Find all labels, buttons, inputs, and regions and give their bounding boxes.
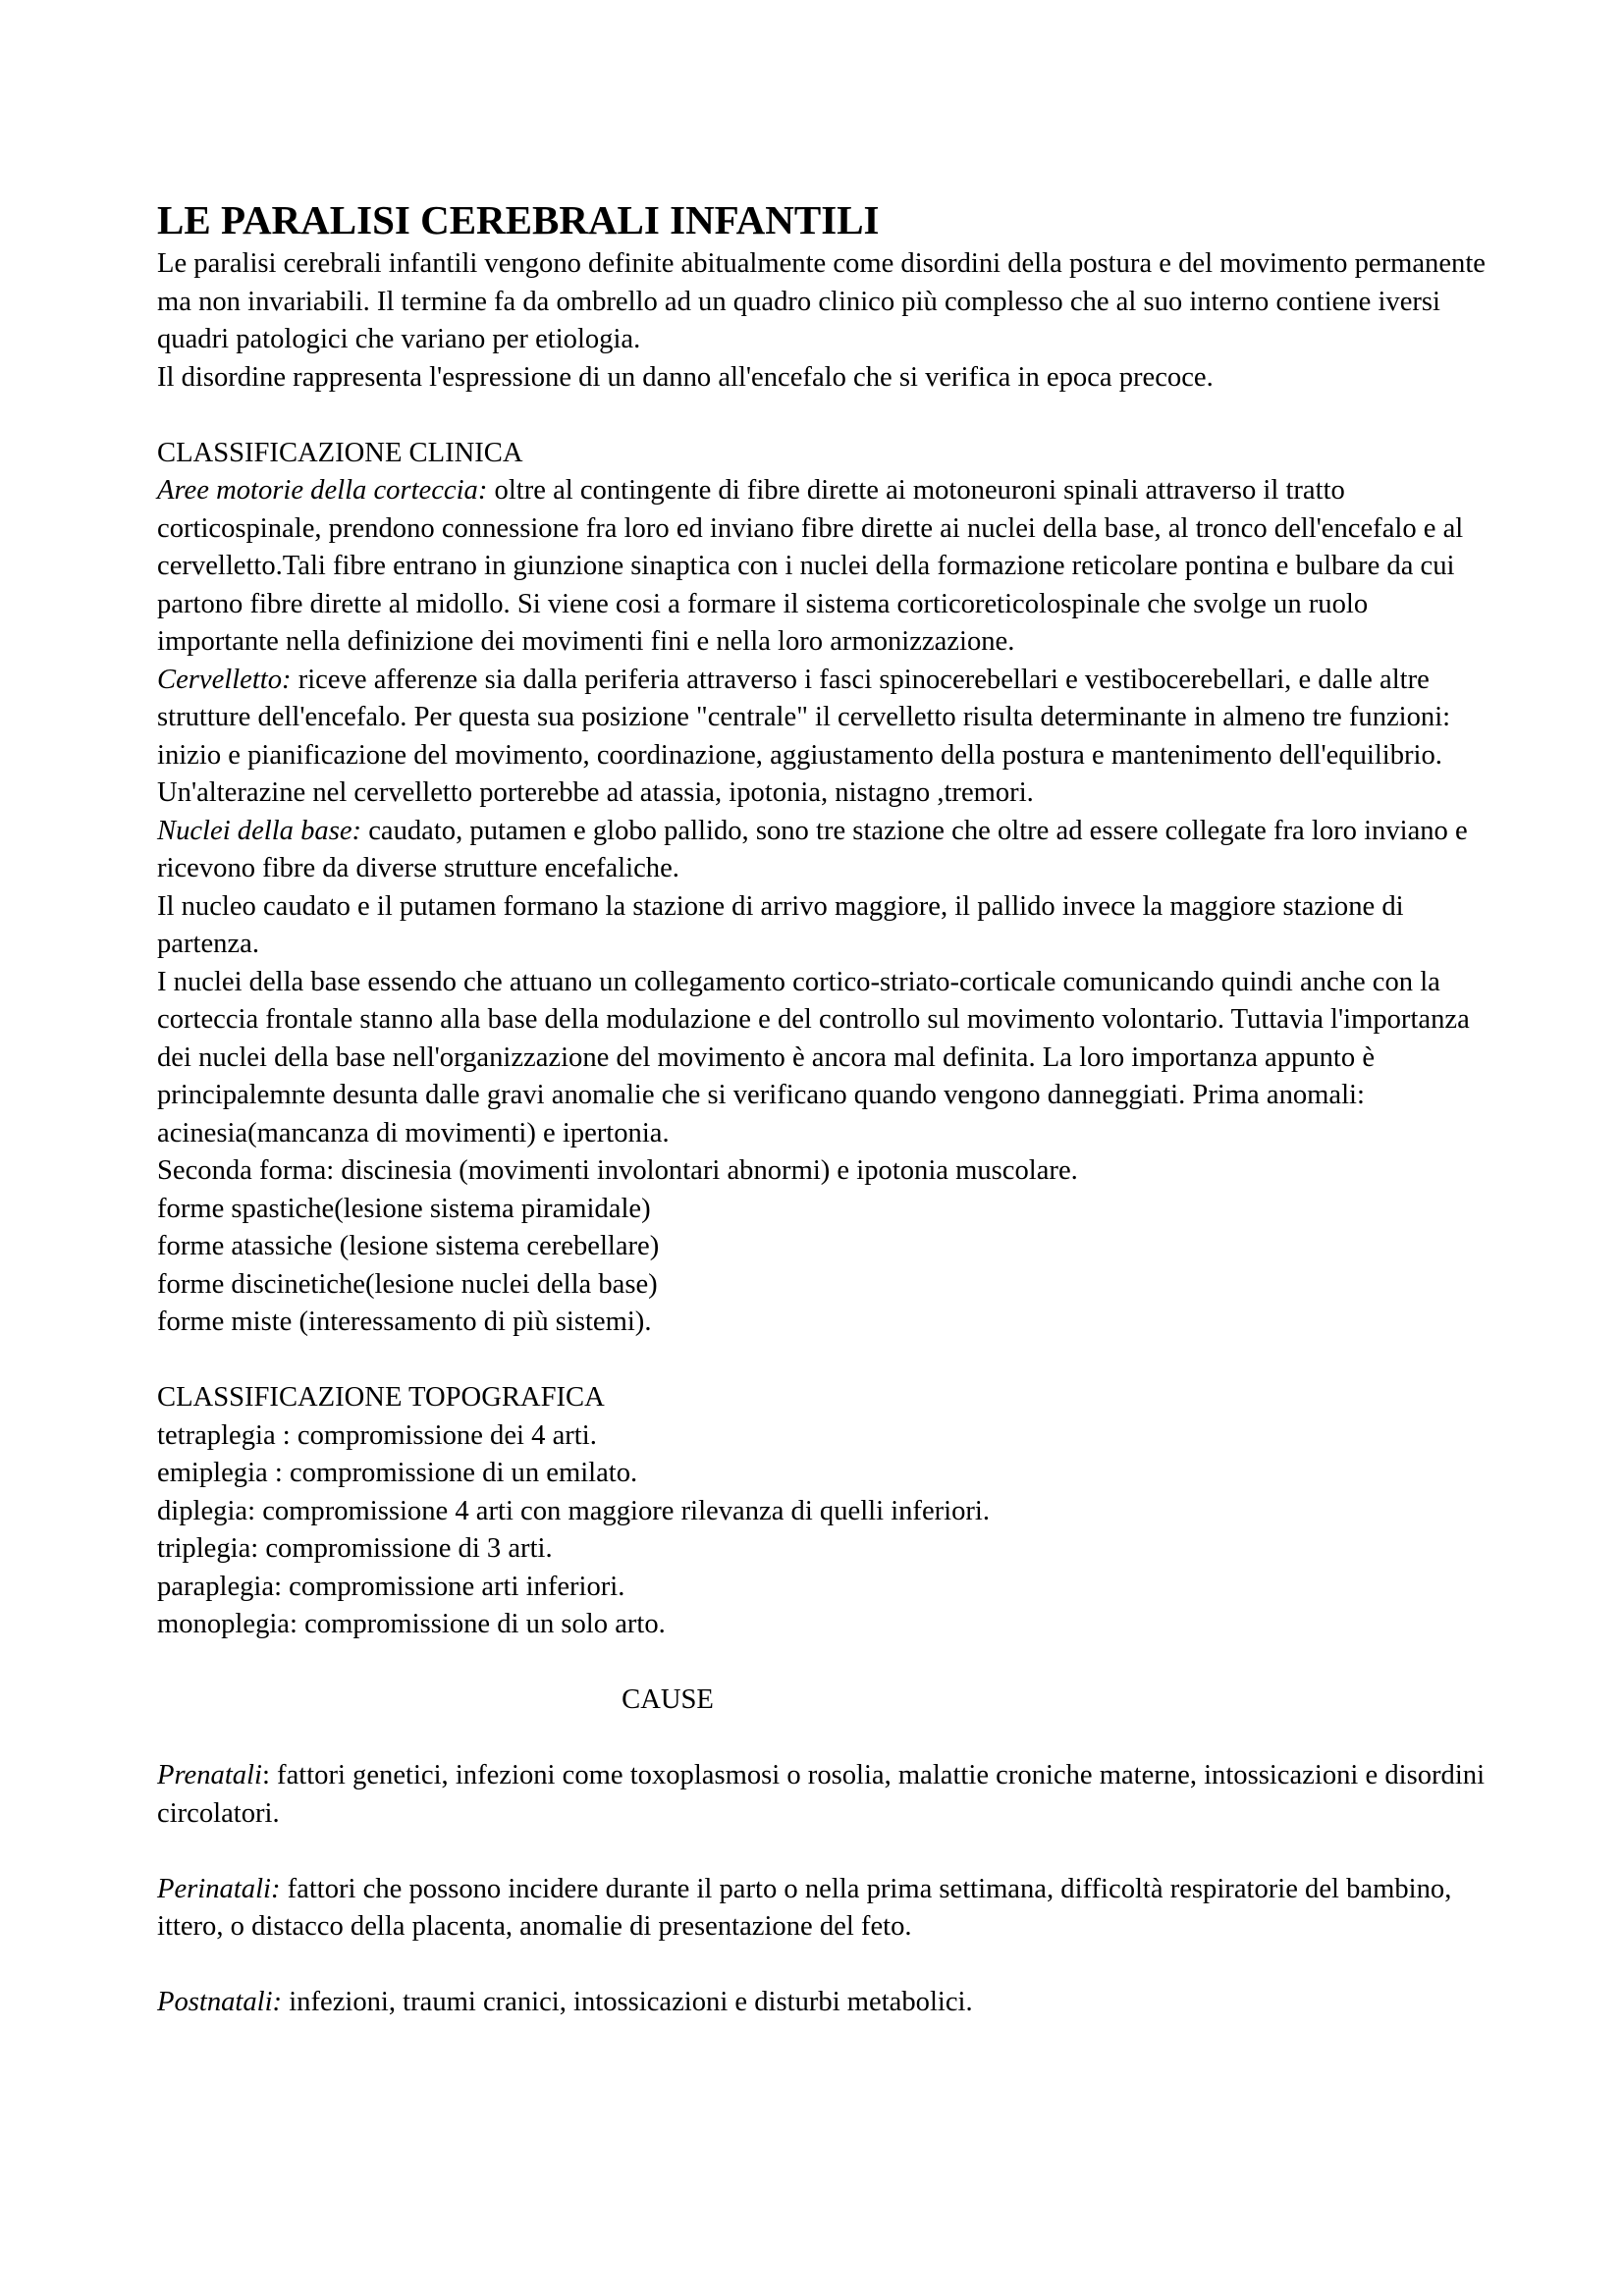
spacer	[157, 1833, 1492, 1871]
spacer	[157, 1342, 1492, 1380]
term-text: oltre al contingente di fibre dirette ai motoneuroni spinali attraverso il tratto corticospinale, prendono connessione fra loro ed inviano fibre dirette ai nuclei della base, al tronco dell'encefalo e al cervelletto.Tali fibre entrano in giunzione sinaptica con i nuclei della formazione reticolare pontina e bulbare da cui partono fibre dirette al midollo. Si viene cosi a formare il sistema corticoreticolospinale che svolge un ruolo importante nella definizione dei movimenti fini e nella loro armonizzazione.	[157, 475, 1464, 657]
list-item: emiplegia : compromissione di un emilato.	[157, 1458, 638, 1488]
document-page	[157, 192, 1492, 2022]
paragraph-prenatali	[157, 1757, 1492, 1833]
list-item: forme discinetiche(lesione nuclei della base)	[157, 1268, 658, 1300]
term-label: Nuclei della base:	[157, 815, 362, 846]
term-text: fattori che possono incidere durante il parto o nella prima settimana, difficoltà respiratorie del bambino, ittero, o distacco della placenta, anomalie di presentazione del feto.	[157, 1873, 1452, 1942]
paragraph-perinatali	[157, 1871, 1492, 1947]
section-heading-topographic: CLASSIFICAZIONE TOPOGRAFICA	[157, 1382, 605, 1413]
list-item: forme spastiche(lesione sistema piramidale)	[157, 1193, 651, 1224]
term-text: infezioni, traumi cranici, intossicazioni e disturbi metabolici.	[282, 1987, 973, 2017]
spacer	[157, 1947, 1492, 1985]
forme-list	[157, 1191, 1492, 1342]
term-label: Aree motorie della corteccia:	[157, 475, 488, 506]
paragraph-postnatali	[157, 1984, 1492, 2022]
spacer	[157, 1720, 1492, 1758]
paragraph-cervelletto	[157, 662, 1492, 813]
list-item: monoplegia: compromissione di un solo arto.	[157, 1609, 666, 1639]
intro-paragraph: Le paralisi cerebrali infantili vengono definite abitualmente come disordini della postura e del movimento permanente ma non invariabili. Il termine fa da ombrello ad un quadro clinico più complesso che al suo interno contiene iversi quadri patologici che variano per etiologia.	[157, 248, 1486, 354]
spacer	[157, 397, 1492, 435]
term-label: Postnatali:	[157, 1987, 283, 2017]
list-item: diplegia: compromissione 4 arti con maggiore rilevanza di quelli inferiori.	[157, 1495, 991, 1526]
paragraph-aree-motorie	[157, 472, 1492, 662]
term-text: : fattori genetici, infezioni come toxoplasmosi o rosolia, malattie croniche materne, intossicazioni e disordini circolatori.	[157, 1760, 1486, 1829]
list-item: paraplegia: compromissione arti inferiori.	[157, 1571, 625, 1602]
list-item: triplegia: compromissione di 3 arti.	[157, 1533, 553, 1564]
paragraph-nucleo-caudato: Il nucleo caudato e il putamen formano la stazione di arrivo maggiore, il pallido invece la maggiore stazione di partenza.	[157, 890, 1404, 959]
list-item: forme atassiche (lesione sistema cerebellare)	[157, 1231, 660, 1261]
paragraph-nuclei-modulazione: I nuclei della base essendo che attuano un collegamento cortico-striato-corticale comunicando quindi anche con la corteccia frontale stanno alla base della modulazione e del controllo sul movimento volontario. Tuttavia l'importanza dei nuclei della base nell'organizzazione del movimento è ancora mal definita. La loro importanza appunto è principalemnte desunta dalle gravi anomalie che si verificano quando vengono danneggiati. Prima anomali: acinesia(mancanza di movimenti) e ipertonia.	[157, 966, 1470, 1148]
term-text: riceve afferenze sia dalla periferia attraverso i fasci spinocerebellari e vestibocerebellari, e dalle altre strutture dell'encefalo. Per questa sua posizione "centrale" il cervelletto risulta determinante in almeno tre funzioni: inizio e pianificazione del movimento, coordinazione, aggiustamento della postura e mantenimento dell'equilibrio. Un'alterazine nel cervelletto porterebbe ad atassia, ipotonia, nistagno ,tremori.	[157, 664, 1451, 808]
topographic-list	[157, 1417, 1492, 1644]
document-title: LE PARALISI CEREBRALI INFANTILI	[157, 197, 880, 242]
term-label: Perinatali:	[157, 1873, 281, 1904]
spacer	[157, 1644, 1492, 1682]
intro-paragraph: Il disordine rappresenta l'espressione di un danno all'encefalo che si verifica in epoca precoce.	[157, 361, 1214, 393]
paragraph-seconda-forma: Seconda forma: discinesia (movimenti involontari abnormi) e ipotonia muscolare.	[157, 1155, 1078, 1186]
term-label: Prenatali	[157, 1760, 262, 1790]
list-item: forme miste (interessamento di più sistemi).	[157, 1307, 652, 1337]
list-item: tetraplegia : compromissione dei 4 arti.	[157, 1419, 597, 1451]
term-label: Cervelletto:	[157, 664, 292, 695]
term-text: caudato, putamen e globo pallido, sono tre stazione che oltre ad essere collegate fra loro inviano e ricevono fibre da diverse strutture encefaliche.	[157, 815, 1468, 883]
section-heading-clinical: CLASSIFICAZIONE CLINICA	[157, 437, 523, 468]
section-heading-causes: CAUSE	[622, 1684, 714, 1715]
paragraph-nuclei-base	[157, 813, 1492, 888]
